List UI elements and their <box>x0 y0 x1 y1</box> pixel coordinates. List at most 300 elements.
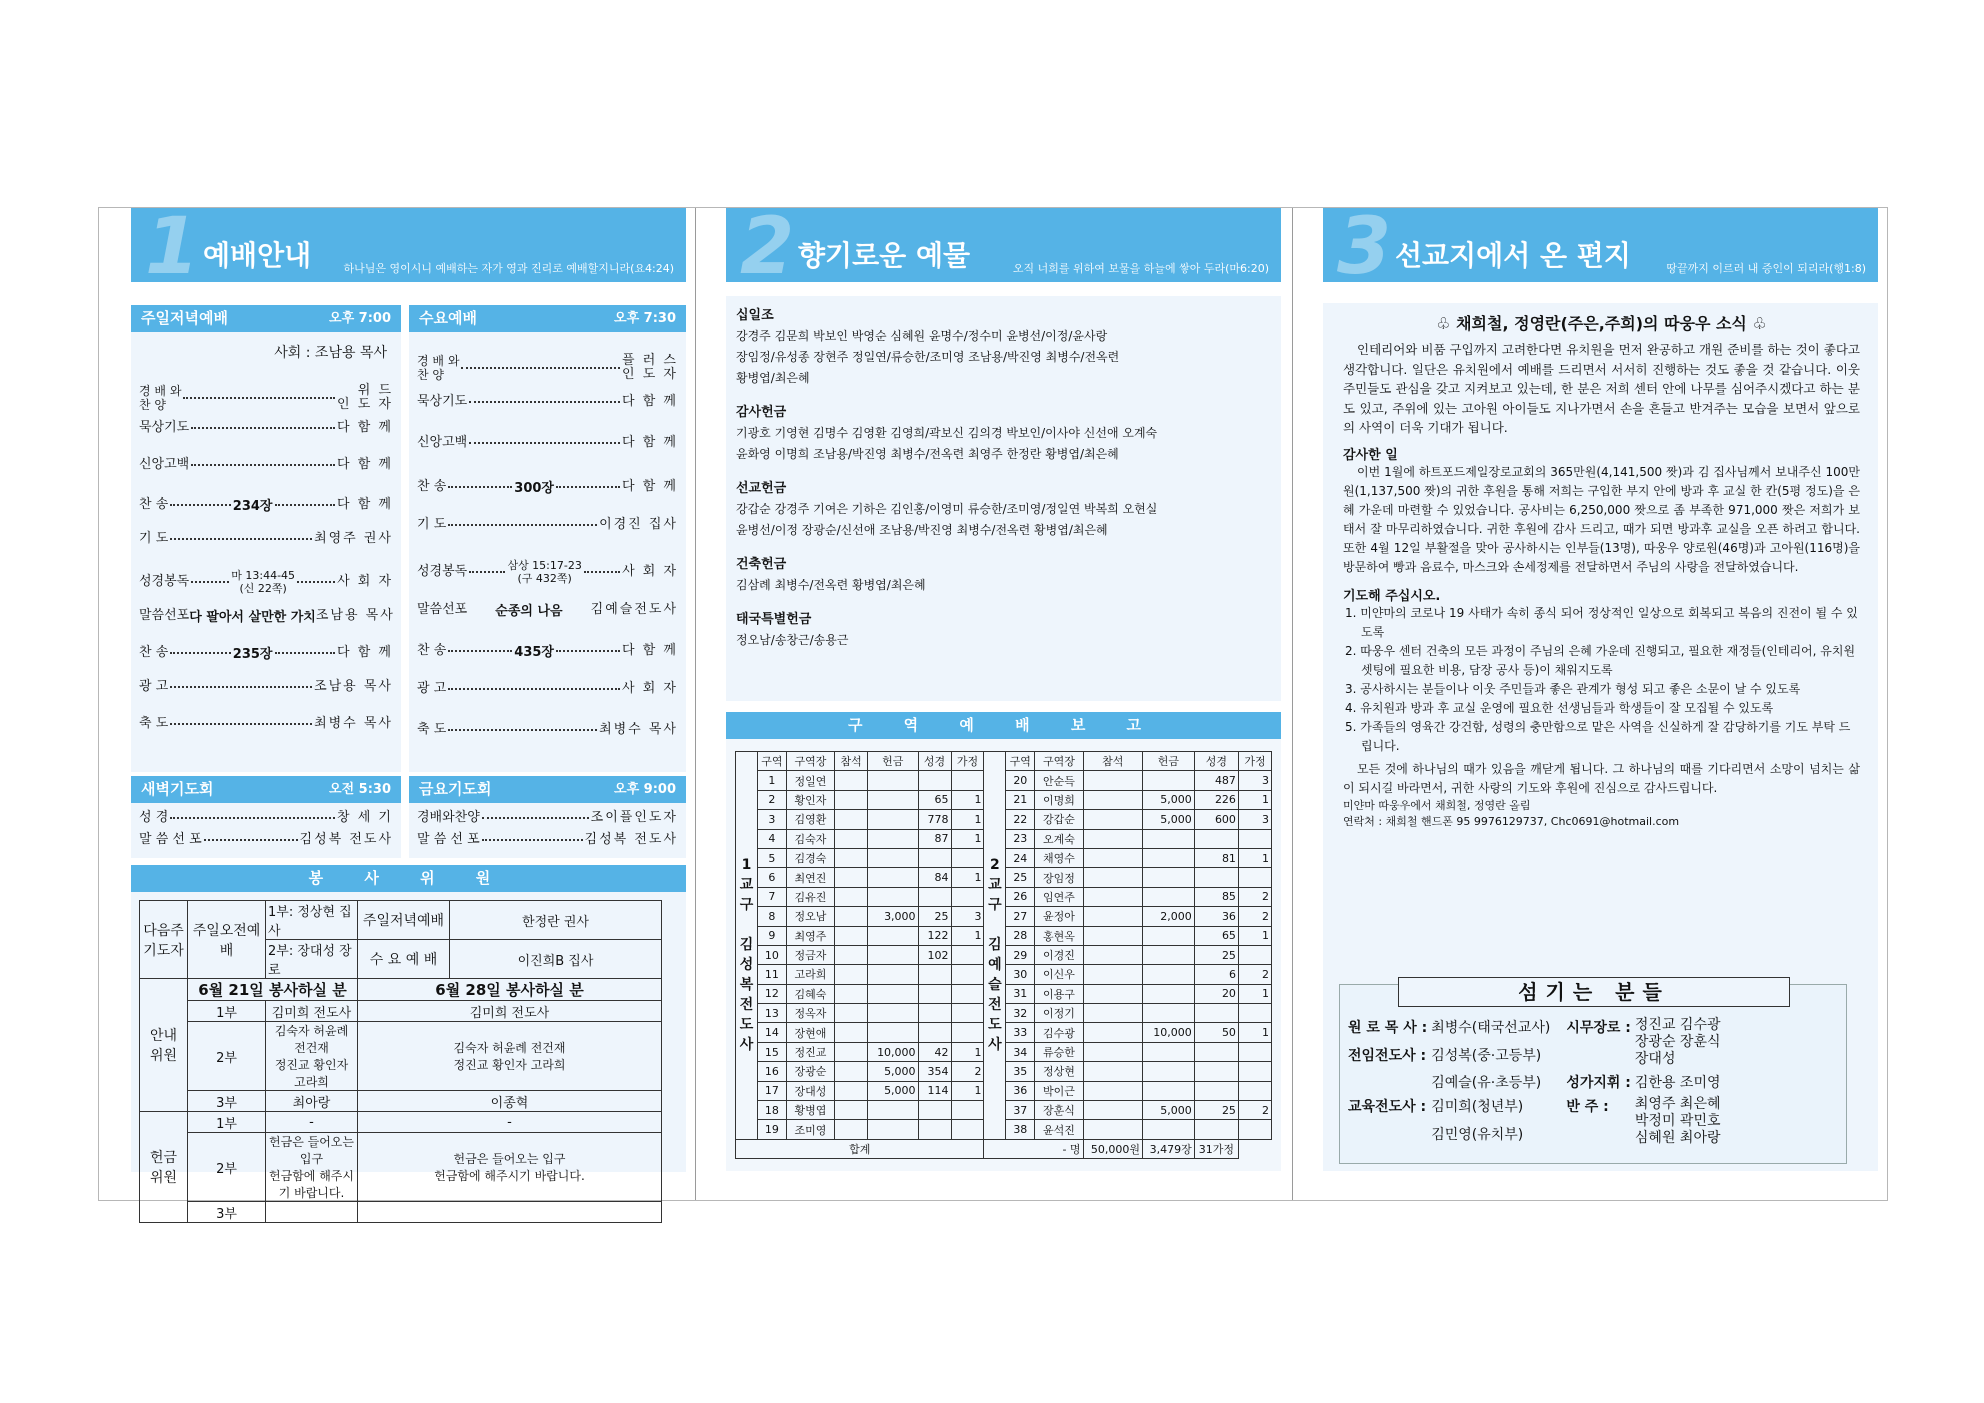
table-cell <box>1083 810 1142 829</box>
order-item-leader: 김성복 전도사 <box>584 832 678 847</box>
table-cell <box>918 887 951 906</box>
table-cell <box>1142 1081 1194 1100</box>
district-2-label: 2 교 구 김 예 슬 전 도 사 <box>984 771 1006 1139</box>
table-cell: 3 <box>1238 810 1271 829</box>
table-cell: 채영수 <box>1035 848 1083 867</box>
dawn-title: 새벽기도회 <box>141 780 214 798</box>
order-row <box>417 641 678 660</box>
table-cell <box>951 945 984 964</box>
guide1-a: 김미희 전도사 <box>266 1001 358 1022</box>
table-cell <box>918 965 951 984</box>
guide2-b: 김숙자 허윤례 전건재 정진교 황인자 고라희 <box>358 1022 662 1091</box>
table-cell: 226 <box>1194 790 1238 809</box>
table-cell: 11 <box>757 965 786 984</box>
order-item-label: 신앙고백 <box>417 435 468 450</box>
order-item-leader: 사 회 자 <box>622 564 679 579</box>
education-evangelist-label: 교육전도사 : <box>1348 1099 1427 1115</box>
order-row <box>139 717 393 731</box>
order-item-label: 기 도 <box>139 531 169 546</box>
wed-service-name: 이진희B 집사 <box>450 940 662 979</box>
table-cell: 5 <box>757 848 786 867</box>
order-item-leader: 이경진 집사 <box>599 517 678 532</box>
panel3-title: 선교지에서 온 편지 <box>1395 239 1631 272</box>
table-cell: 122 <box>918 926 951 945</box>
elder-pastor-name: 최병수(태국선교사) <box>1431 1020 1551 1036</box>
order-row <box>417 518 678 532</box>
order-row <box>139 569 393 595</box>
table-cell: 16 <box>757 1062 786 1081</box>
committee-table <box>139 900 662 1223</box>
table-cell: 김수광 <box>1035 1023 1083 1042</box>
panel2-number: 2 <box>740 208 795 282</box>
table-cell <box>918 984 951 1003</box>
table-cell: 3 <box>951 907 984 926</box>
table-cell <box>868 848 919 867</box>
table-cell: 1 <box>1238 1023 1271 1042</box>
table-cell <box>1238 1120 1271 1139</box>
table-cell <box>1083 1101 1142 1120</box>
table-cell <box>835 1023 868 1042</box>
offering-names: 강경주 김문희 박보인 박영순 심혜원 윤명수/정수미 윤병선/이정/윤사랑 장임정/유성종 장현주 정일연/류승한/조미영 조남용/박진영 최병수/전옥련 황병엽/최은혜 <box>736 329 1120 385</box>
pm-service-name: 한정란 권사 <box>450 901 662 940</box>
order-row <box>139 833 393 847</box>
order-item-leader: 플 러 스 인 도 자 <box>622 353 678 382</box>
order-row <box>417 833 678 847</box>
column-header: 성경 <box>918 752 951 771</box>
order-row <box>139 458 393 472</box>
table-cell: 18 <box>757 1101 786 1120</box>
panel3-number: 3 <box>1337 208 1392 282</box>
order-item-label: 축 도 <box>139 716 169 731</box>
committee-title: 봉 사 위 원 <box>308 869 509 887</box>
order-item-label: 경 배 와 찬 양 <box>417 354 460 382</box>
order-item-leader: 위 드 인 도 자 <box>337 383 393 412</box>
elder-pastor-label: 원 로 목 사 : <box>1348 1020 1428 1036</box>
order-item-label: 기 도 <box>417 517 447 532</box>
table-cell: 26 <box>1006 887 1035 906</box>
table-cell: 강갑순 <box>1035 810 1083 829</box>
column-header: 구역장 <box>786 752 834 771</box>
order-item-label: 찬 송 <box>417 642 447 658</box>
table-cell: 1 <box>1238 790 1271 809</box>
table-total-row <box>736 1139 1272 1158</box>
dawn-time: 오전 5:30 <box>329 782 391 797</box>
order-item-detail: 300장 <box>514 481 554 496</box>
table-cell: 이경진 <box>1035 945 1083 964</box>
table-cell: 31 <box>1006 984 1035 1003</box>
table-cell: 최연진 <box>786 868 834 887</box>
offering-names: 기광호 기영현 김명수 김영환 김영희/곽보신 김의경 박보인/이사야 신선애 오계숙 윤화영 이명희 조남용/박진영 최병수/전옥련 최영주 한정란 황병엽/최은혜 <box>736 426 1158 461</box>
table-cell <box>1142 945 1194 964</box>
letter-sign: 미얀마 따웅우에서 채희철, 정영란 올림 <box>1343 798 1531 812</box>
order-item-leader: 다 함 께 <box>622 435 678 450</box>
table-cell <box>835 945 868 964</box>
table-cell: 2 <box>1238 887 1271 906</box>
table-cell: 30 <box>1006 965 1035 984</box>
dawn-bar <box>131 776 401 803</box>
order-row <box>139 384 393 412</box>
offering-heading: 십일조 <box>736 308 774 323</box>
table-cell <box>1142 887 1194 906</box>
letter-intro: 인테리어와 비품 구입까지 고려한다면 유치원을 먼저 완공하고 개원 준비를 하는 것이 좋다고 생각합니다. 일단은 유치원에서 예배를 드리면서 서서히 진행하는 것도 좋을 것 같습니다. 이웃 주민들도 관심을 갖고 지켜보고 있는데, 한 분은 저희 센터 안에 나무를 심어주시겠다고 하는 분도 있고, 주위에 있는 고아원 아이들도 지나가면서 손을 흔들고 반겨주는 모습을 보면서 앞으로의 사역이 더욱 기대가 됩니다. <box>1343 342 1860 435</box>
panel2-header <box>726 208 1281 282</box>
table-cell: 778 <box>918 810 951 829</box>
guide-part3: 3부 <box>188 1091 266 1112</box>
sunday-bar <box>131 305 401 332</box>
table-cell <box>868 771 919 790</box>
table-cell <box>835 790 868 809</box>
table-cell <box>835 1042 868 1061</box>
date2: 6월 28일 봉사하실 분 <box>358 979 662 1001</box>
table-cell <box>835 907 868 926</box>
column-header: 성경 <box>1194 752 1238 771</box>
table-cell: 1 <box>951 790 984 809</box>
offer1-a: - <box>266 1112 358 1133</box>
district-table <box>735 751 1272 1159</box>
order-item-label: 경 배 와 찬 양 <box>139 384 182 412</box>
table-cell: 정상현 <box>1035 1062 1083 1081</box>
next-prayer-label: 다음주 기도자 <box>140 901 188 979</box>
table-cell: 12 <box>757 984 786 1003</box>
table-cell: 10,000 <box>1142 1023 1194 1042</box>
table-cell: 5,000 <box>868 1081 919 1100</box>
panel2-verse: 오직 너희를 위하여 보물을 하늘에 쌓아 두라(마6:20) <box>1012 262 1269 275</box>
table-cell: 37 <box>1006 1101 1035 1120</box>
table-cell: 이명희 <box>1035 790 1083 809</box>
wed-service-label: 수 요 예 배 <box>358 940 450 979</box>
order-item-detail: 234장 <box>232 499 273 514</box>
table-cell: 장광순 <box>786 1062 834 1081</box>
order-item-detail: 삼상 15:17-23 (구 432쪽) <box>507 559 582 585</box>
table-cell: 27 <box>1006 907 1035 926</box>
table-cell: 1 <box>951 868 984 887</box>
table-cell: 홍현옥 <box>1035 926 1083 945</box>
table-cell: 1 <box>1238 848 1271 867</box>
table-cell: 87 <box>918 829 951 848</box>
order-item-label: 묵상기도 <box>417 394 468 409</box>
table-cell: 8 <box>757 907 786 926</box>
order-item-detail: 다 팔아서 살만한 가치 <box>189 610 316 625</box>
sunday-title: 주일저녁예배 <box>141 309 228 327</box>
table-cell <box>868 965 919 984</box>
column-header: 헌금 <box>1142 752 1194 771</box>
table-cell <box>1238 1081 1271 1100</box>
table-cell: 6 <box>757 868 786 887</box>
table-cell: 1 <box>951 829 984 848</box>
guide-part1: 1부 <box>188 1001 266 1022</box>
table-cell: 이신우 <box>1035 965 1083 984</box>
column-header: 헌금 <box>868 752 919 771</box>
table-cell: 임연주 <box>1035 887 1083 906</box>
panel2-title: 향기로운 예물 <box>798 239 971 272</box>
panel-worship <box>99 208 695 1222</box>
elders-names: 정진교 김수광 장광순 장훈식 장대성 <box>1634 1017 1721 1067</box>
guide3-b: 이종혁 <box>358 1091 662 1112</box>
table-cell <box>918 1004 951 1023</box>
table-cell <box>1142 1062 1194 1081</box>
table-cell: 29 <box>1006 945 1035 964</box>
table-cell <box>835 1062 868 1081</box>
order-item-leader: 최병수 목사 <box>314 716 393 731</box>
fulltime-evangelist-label: 전임전도사 : <box>1348 1047 1427 1064</box>
order-row <box>417 682 678 696</box>
table-cell <box>1238 945 1271 964</box>
table-cell: 2 <box>951 1062 984 1081</box>
table-cell: 류승한 <box>1035 1042 1083 1061</box>
date1: 6월 21일 봉사하실 분 <box>188 979 358 1001</box>
order-row <box>417 395 678 409</box>
order-item-leader: 김예슬전도사 <box>590 601 679 617</box>
offering-heading: 선교헌금 <box>736 481 787 496</box>
letter-title: ♧ 채희철, 정영란(주은,주희)의 따웅우 소식 ♧ <box>1436 314 1767 333</box>
order-item-label: 성경봉독 <box>139 574 190 589</box>
order-item-label: 축 도 <box>417 722 447 737</box>
table-cell: 김영환 <box>786 810 834 829</box>
offer-part1: 1부 <box>188 1112 266 1133</box>
table-cell: 25 <box>1194 1101 1238 1120</box>
table-cell: 84 <box>918 868 951 887</box>
table-cell <box>1083 1081 1142 1100</box>
table-cell: 36 <box>1194 907 1238 926</box>
table-cell: 장임정 <box>1035 868 1083 887</box>
order-item-label: 말 씀 선 포 <box>139 832 202 847</box>
table-cell <box>835 1120 868 1139</box>
panel1-verse: 하나님은 영이시니 예배하는 자가 영과 진리로 예배할지니라(요4:24) <box>343 262 674 275</box>
table-cell <box>1194 1004 1238 1023</box>
wednesday-time: 오후 7:30 <box>614 311 676 326</box>
table-cell: 안순득 <box>1035 771 1083 790</box>
total-label: 합계 <box>736 1139 984 1158</box>
table-cell <box>868 810 919 829</box>
wednesday-title: 수요예배 <box>419 309 477 327</box>
table-cell <box>835 771 868 790</box>
table-cell: 35 <box>1006 1062 1035 1081</box>
table-cell <box>951 984 984 1003</box>
order-item-label: 말 씀 선 포 <box>417 832 480 847</box>
table-cell: 13 <box>757 1004 786 1023</box>
table-cell: 정옥자 <box>786 1004 834 1023</box>
offering-heading: 태국특별헌금 <box>736 612 812 627</box>
table-cell: 김경숙 <box>786 848 834 867</box>
order-item-detail: 235장 <box>232 647 273 662</box>
table-cell: 6 <box>1194 965 1238 984</box>
order-row <box>417 811 678 825</box>
table-cell: 김혜숙 <box>786 984 834 1003</box>
table-cell: 81 <box>1194 848 1238 867</box>
order-item-label: 묵상기도 <box>139 420 190 435</box>
table-cell: 21 <box>1006 790 1035 809</box>
table-cell: 김숙자 <box>786 829 834 848</box>
table-cell <box>835 829 868 848</box>
order-item-detail: 순종의 나음 <box>495 604 563 619</box>
friday-time: 오후 9:00 <box>614 782 676 797</box>
accompanist-names: 최영주 최은혜 박정미 곽민호 심혜원 최아랑 <box>1634 1096 1721 1146</box>
table-cell <box>1194 1081 1238 1100</box>
offering-section <box>736 477 1271 541</box>
table-cell <box>918 771 951 790</box>
order-row <box>417 354 678 382</box>
table-cell: 5,000 <box>1142 810 1194 829</box>
table-cell: 34 <box>1006 1042 1035 1061</box>
table-cell <box>868 1120 919 1139</box>
offer3-a <box>266 1202 358 1223</box>
table-cell <box>1083 887 1142 906</box>
offer-label: 헌금 위원 <box>140 1112 188 1223</box>
table-cell <box>1142 984 1194 1003</box>
table-cell: 정진교 <box>786 1042 834 1061</box>
table-cell <box>868 1101 919 1120</box>
offer-part2: 2부 <box>188 1133 266 1202</box>
prayer-item: 1. 미얀마의 코로나 19 사태가 속히 종식 되어 정상적인 일상으로 회복되고 복음의 진전이 될 수 있도록 <box>1345 605 1858 639</box>
table-cell <box>951 1120 984 1139</box>
table-cell <box>918 1120 951 1139</box>
order-item-label: 경배와찬양 <box>417 810 480 825</box>
prayer-item: 4. 유치원과 방과 후 교실 운영에 필요한 선생님들과 학생들이 잘 모집될 수 있도록 <box>1345 700 1774 715</box>
table-cell <box>1142 848 1194 867</box>
table-cell: 정오남 <box>786 907 834 926</box>
table-cell: 28 <box>1006 926 1035 945</box>
table-cell: 25 <box>1194 945 1238 964</box>
thanks-body: 이번 1월에 하트포드제일장로교회의 365만원(4,141,500 짯)과 김 집사님께서 보내주신 100만원(1,137,500 짯)의 귀한 후원을 통해 저희는 구입한 부지 안에 방과 후 교실 한 칸(5평 정도)을 은혜 가운데 마련할 수 있었습니다. 공사비는 6,250,000 짯으로 좀 부족한 971,000 짯은 저희가 보태서 잘 마무리하였습니다. 귀한 후원에 감사 드리고, 때가 되면 방과후 교실을 오픈 하려고 합니다. 또한 4월 12일 부활절을 맞아 공사하시는 인부들(13명), 따웅우 양로원(46명)과 고아원(116명)을 방문하여 빵과 음료수, 마스크와 손세정제를 전달하면서 주님의 사랑을 전달하였습니다. <box>1343 464 1860 574</box>
table-cell <box>1238 829 1271 848</box>
table-cell <box>835 965 868 984</box>
order-item-leader: 다 함 께 <box>337 457 393 472</box>
table-cell: 박이근 <box>1035 1081 1083 1100</box>
offering-names: 강갑순 강경주 기여은 기하은 김인홍/이영미 류승한/조미영/정일연 박복희 오현실 윤병선/이정 장광순/신선애 조남용/박진영 최병수/전옥련 황병엽/최은혜 <box>736 502 1158 537</box>
table-cell <box>1238 868 1271 887</box>
order-item-label: 찬 송 <box>139 644 169 660</box>
table-cell: 정일연 <box>786 771 834 790</box>
table-cell <box>1142 868 1194 887</box>
table-cell: 14 <box>757 1023 786 1042</box>
prayer-item: 3. 공사하시는 분들이나 이웃 주민들과 좋은 관계가 형성 되고 좋은 소문이 날 수 있도록 <box>1345 681 1801 696</box>
order-item-leader: 조이플인도자 <box>590 810 678 825</box>
table-cell <box>868 984 919 1003</box>
column-header: 가정 <box>951 752 984 771</box>
letter-contact: 연락처 : 채희철 핸드폰 95 9976129737, Chc0691@hotmail.com <box>1343 814 1680 828</box>
order-row <box>139 532 393 546</box>
committee-box <box>131 892 686 1222</box>
table-cell <box>1083 945 1142 964</box>
table-cell: 600 <box>1194 810 1238 829</box>
panel1-title: 예배안내 <box>203 239 312 272</box>
order-item-leader: 다 함 께 <box>622 478 678 494</box>
friday-bar <box>409 776 686 803</box>
table-cell <box>1142 926 1194 945</box>
offerings-list <box>736 304 1271 651</box>
offering-section <box>736 608 1271 651</box>
table-cell: 고라희 <box>786 965 834 984</box>
table-cell <box>1142 829 1194 848</box>
table-cell: 4 <box>757 829 786 848</box>
evangelist-2: 김예슬(유·초등부) <box>1431 1075 1542 1091</box>
table-cell <box>1238 1042 1271 1061</box>
table-cell <box>1142 1004 1194 1023</box>
committee-bar <box>131 865 686 892</box>
order-row <box>417 723 678 737</box>
table-row <box>736 771 1272 790</box>
order-item-leader: 다 함 께 <box>337 420 393 435</box>
order-item-label: 성경봉독 <box>417 564 468 579</box>
table-cell: 5,000 <box>1142 1101 1194 1120</box>
education-evangelist-2: 김민영(유치부) <box>1431 1126 1524 1143</box>
panel-offerings <box>696 208 1292 1200</box>
table-cell <box>1083 965 1142 984</box>
column-header: 참석 <box>1083 752 1142 771</box>
table-cell: 윤정아 <box>1035 907 1083 926</box>
order-item-leader: 조남용 목사 <box>314 679 393 694</box>
table-cell <box>868 945 919 964</box>
table-cell: 85 <box>1194 887 1238 906</box>
table-cell <box>1142 1120 1194 1139</box>
friday-title: 금요기도회 <box>419 780 492 798</box>
table-cell: 17 <box>757 1081 786 1100</box>
choir-director-label: 성가지휘 : <box>1566 1075 1631 1091</box>
table-cell <box>868 1023 919 1042</box>
dawn-box <box>131 803 401 858</box>
table-cell: 9 <box>757 926 786 945</box>
elders-label: 시무장로 : <box>1566 1020 1631 1036</box>
table-cell: 2 <box>1238 965 1271 984</box>
order-item-leader: 다 함 께 <box>337 644 393 660</box>
table-cell: 487 <box>1194 771 1238 790</box>
table-cell <box>918 848 951 867</box>
offering-section <box>736 304 1271 389</box>
guide2-a: 김숙자 허윤례 전건재 정진교 황인자 고라희 <box>266 1022 358 1091</box>
thanks-heading: 감사한 일 <box>1343 447 1398 463</box>
table-cell: 36 <box>1006 1081 1035 1100</box>
table-cell <box>868 790 919 809</box>
choir-director-names: 김한용 조미영 <box>1634 1075 1721 1091</box>
table-cell: 65 <box>1194 926 1238 945</box>
servants-panel <box>1339 980 1847 1164</box>
table-cell <box>951 1004 984 1023</box>
table-cell <box>835 848 868 867</box>
order-item-leader: 창 세 기 <box>337 810 393 825</box>
offering-section <box>736 553 1271 596</box>
table-cell <box>951 965 984 984</box>
table-cell: 2,000 <box>1142 907 1194 926</box>
table-cell <box>835 1081 868 1100</box>
table-cell: 354 <box>918 1062 951 1081</box>
table-cell <box>951 1101 984 1120</box>
table-cell: 25 <box>1006 868 1035 887</box>
bulletin-spread <box>98 207 1888 1222</box>
offering-heading: 건축헌금 <box>736 557 787 572</box>
order-row <box>139 680 393 694</box>
table-cell <box>835 868 868 887</box>
table-cell <box>1083 771 1142 790</box>
table-cell <box>835 984 868 1003</box>
table-cell <box>736 752 758 771</box>
table-cell: 114 <box>918 1081 951 1100</box>
table-cell: 38 <box>1006 1120 1035 1139</box>
table-cell: 조미영 <box>786 1120 834 1139</box>
table-cell <box>918 1023 951 1042</box>
am-part2: 2부: 장대성 장로 <box>266 940 358 979</box>
am-service-label: 주일오전예배 <box>188 901 266 979</box>
table-cell <box>1083 1062 1142 1081</box>
order-item-leader: 최병수 목사 <box>599 722 678 737</box>
offerings-box <box>726 296 1281 701</box>
table-cell <box>1083 790 1142 809</box>
order-item-leader: 다 함 께 <box>622 642 678 658</box>
offering-section <box>736 401 1271 465</box>
order-row <box>417 559 678 585</box>
table-cell <box>1083 1023 1142 1042</box>
table-cell: 황인자 <box>786 790 834 809</box>
table-cell <box>868 887 919 906</box>
